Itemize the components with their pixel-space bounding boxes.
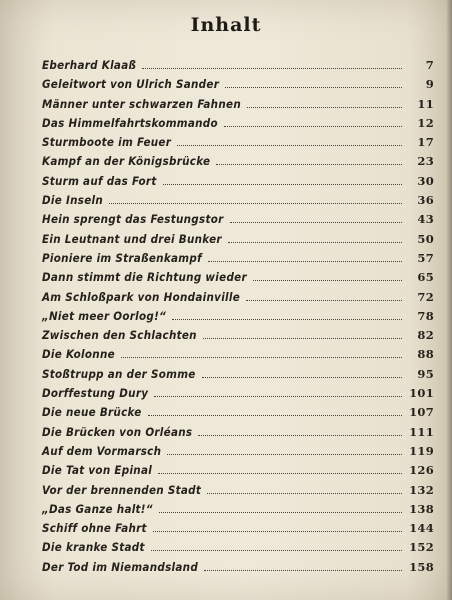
toc-entry-title: Die Tat von Epinal [42,463,153,478]
toc-entry [42,309,434,328]
dot-leader [224,126,402,127]
toc-entry-page-number: 23 [417,154,434,169]
dot-leader [204,570,402,571]
toc-entry [42,483,434,502]
toc-entry [42,367,434,386]
toc-entry-title: Die Kolonne [42,347,115,362]
toc-entry-title: Die kranke Stadt [42,540,145,555]
toc-entry [42,135,434,154]
toc-entry-title: Sturmboote im Feuer [42,135,172,150]
dot-leader [163,184,402,185]
toc-entry-title: „Niet meer Oorlog!“ [42,308,167,323]
toc-entry-title: Das Himmelfahrtskommando [42,115,218,130]
toc-entry-page-number: 144 [409,521,434,536]
toc-entry-title: Zwischen den Schlachten [42,328,197,343]
toc-entry-page-number: 57 [417,250,434,265]
toc-entry-title: Dorffestung Dury [42,386,149,401]
toc-entry [42,58,434,77]
table-of-contents [42,58,434,579]
page-title: Inhalt [190,14,262,36]
toc-entry [42,386,434,405]
dot-leader [153,531,402,532]
toc-entry-title: „Das Ganze halt!“ [42,501,153,516]
dot-leader [207,493,402,494]
toc-entry-page-number: 88 [417,347,434,362]
dot-leader [142,68,402,69]
dot-leader [172,319,402,320]
dot-leader [228,242,402,243]
toc-entry-page-number: 43 [417,212,434,227]
toc-entry-title: Der Tod im Niemandsland [42,559,199,574]
toc-entry [42,174,434,193]
toc-entry-title: Schiff ohne Fahrt [42,521,147,536]
toc-entry-page-number: 50 [417,231,434,246]
toc-entry-page-number: 95 [417,366,434,381]
toc-entry-title: Eberhard Klaaß [42,58,137,72]
toc-entry-page-number: 138 [409,501,434,516]
toc-entry-title: Stoßtrupp an der Somme [42,366,196,381]
toc-entry-title: Die neue Brücke [42,405,142,420]
toc-entry-title: Ein Leutnant und drei Bunker [42,231,222,246]
toc-entry-page-number: 111 [409,424,434,439]
toc-entry-page-number: 65 [417,270,434,285]
dot-leader [158,473,402,474]
toc-entry-page-number: 101 [409,386,434,401]
toc-entry [42,425,434,444]
toc-entry [42,444,434,463]
toc-entry-title: Die Inseln [42,193,104,208]
toc-entry-page-number: 36 [417,193,434,208]
dot-leader [109,203,402,204]
toc-entry [42,212,434,231]
dot-leader [121,357,402,358]
toc-entry [42,116,434,135]
dot-leader [154,396,402,397]
toc-entry [42,502,434,521]
toc-entry [42,328,434,347]
dot-leader [198,435,402,436]
toc-entry-title: Geleitwort von Ulrich Sander [42,77,220,92]
dot-leader [202,377,402,378]
toc-entry-page-number: 30 [417,173,434,188]
toc-entry-page-number: 11 [417,96,434,111]
dot-leader [208,261,402,262]
toc-entry-page-number: 107 [409,405,434,420]
dot-leader [151,550,402,551]
dot-leader [225,87,402,88]
toc-entry-page-number: 82 [417,328,434,343]
toc-entry-page-number: 72 [417,289,434,304]
toc-entry-title: Männer unter schwarzen Fahnen [42,96,241,111]
toc-entry [42,560,434,579]
dot-leader [177,145,402,146]
toc-entry-page-number: 119 [409,443,434,458]
toc-entry-title: Dann stimmt die Richtung wieder [42,270,247,285]
toc-entry-title: Auf dem Vormarsch [42,443,162,458]
toc-entry-title: Kampf an der Königsbrücke [42,154,211,169]
toc-entry-page-number: 126 [409,463,434,478]
dot-leader [253,280,402,281]
toc-entry-title: Am Schloßpark von Hondainville [42,289,241,304]
toc-entry [42,154,434,173]
toc-entry-title: Die Brücken von Orléans [42,424,193,439]
toc-entry-page-number: 7 [425,58,434,72]
toc-entry-page-number: 132 [409,482,434,497]
toc-entry [42,270,434,289]
dot-leader [148,415,402,416]
toc-entry-title: Vor der brennenden Stadt [42,482,202,497]
toc-entry [42,347,434,366]
dot-leader [247,107,402,108]
dot-leader [246,300,402,301]
toc-entry-title: Pioniere im Straßenkampf [42,250,202,265]
toc-entry [42,521,434,540]
toc-entry [42,77,434,96]
toc-entry-title: Sturm auf das Fort [42,173,157,188]
toc-entry-page-number: 78 [417,308,434,323]
dot-leader [167,454,402,455]
toc-entry [42,540,434,559]
toc-entry [42,193,434,212]
toc-entry-page-number: 152 [409,540,434,555]
dot-leader [230,222,402,223]
toc-entry-title: Hein sprengt das Festungstor [42,212,224,227]
toc-entry-page-number: 158 [409,559,434,574]
toc-entry-page-number: 12 [417,115,434,130]
toc-entry [42,251,434,270]
dot-leader [159,512,402,513]
toc-entry [42,97,434,116]
toc-entry-page-number: 17 [417,135,434,150]
toc-entry [42,290,434,309]
toc-entry [42,405,434,424]
toc-entry [42,232,434,251]
dot-leader [203,338,402,339]
dot-leader [216,164,402,165]
toc-entry [42,463,434,482]
toc-entry-page-number: 9 [425,77,434,92]
